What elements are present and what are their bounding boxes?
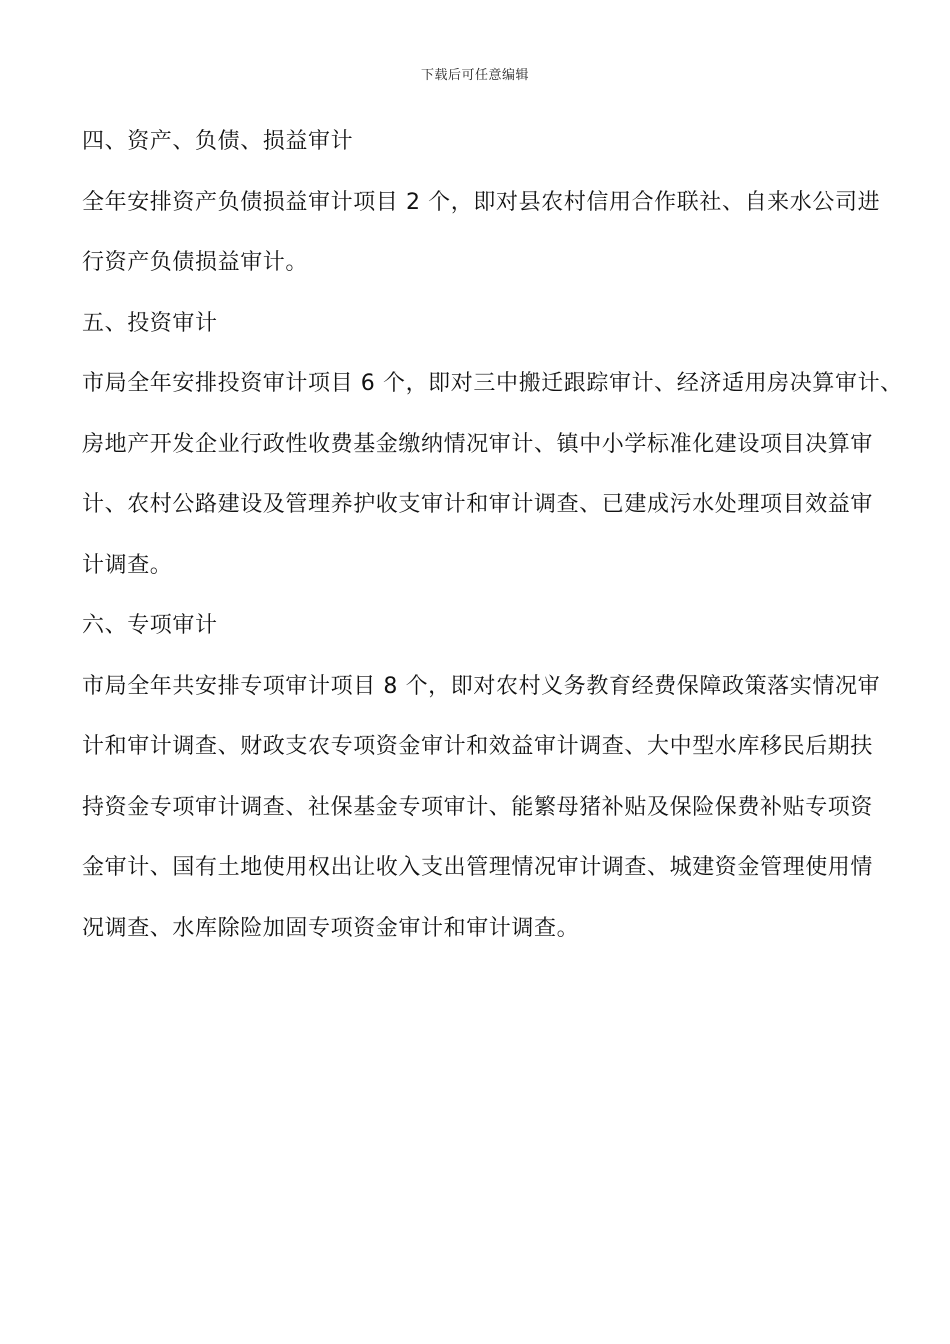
paragraph-line: 计、农村公路建设及管理养护收支审计和审计调查、已建成污水处理项目效益审 <box>82 492 874 517</box>
paragraph-line: 市局全年安排投资审计项目 6 个，即对三中搬迁跟踪审计、经济适用房决算审计、 <box>82 371 903 396</box>
document-body <box>82 112 903 959</box>
section-heading-special-audit: 六、专项审计 <box>82 613 218 638</box>
paragraph-line: 计调查。 <box>82 552 173 578</box>
paragraph-line: 全年安排资产负债损益审计项目 2 个，即对县农村信用合作联社、自来水公司进 <box>82 189 881 215</box>
section-heading-investment-audit: 五、投资审计 <box>82 310 218 336</box>
paragraph-line: 房地产开发企业行政性收费基金缴纳情况审计、镇中小学标准化建设项目决算审 <box>82 431 874 457</box>
paragraph-line: 况调查、水库除险加固专项资金审计和审计调查。 <box>82 915 580 941</box>
paragraph-line: 金审计、国有土地使用权出让收入支出管理情况审计调查、城建资金管理使用情 <box>82 855 874 880</box>
section-heading-assets-liabilities: 四、资产、负债、损益审计 <box>82 129 354 154</box>
page-header-note: 下载后可任意编辑 <box>420 68 529 83</box>
paragraph-line: 市局全年共安排专项审计项目 8 个，即对农村义务教育经费保障政策落实情况审 <box>82 673 881 699</box>
paragraph-line: 行资产负债损益审计。 <box>82 250 309 275</box>
paragraph-line: 计和审计调查、财政支农专项资金审计和效益审计调查、大中型水库移民后期扶 <box>82 734 874 759</box>
paragraph-line: 持资金专项审计调查、社保基金专项审计、能繁母猪补贴及保险保费补贴专项资 <box>82 794 874 820</box>
